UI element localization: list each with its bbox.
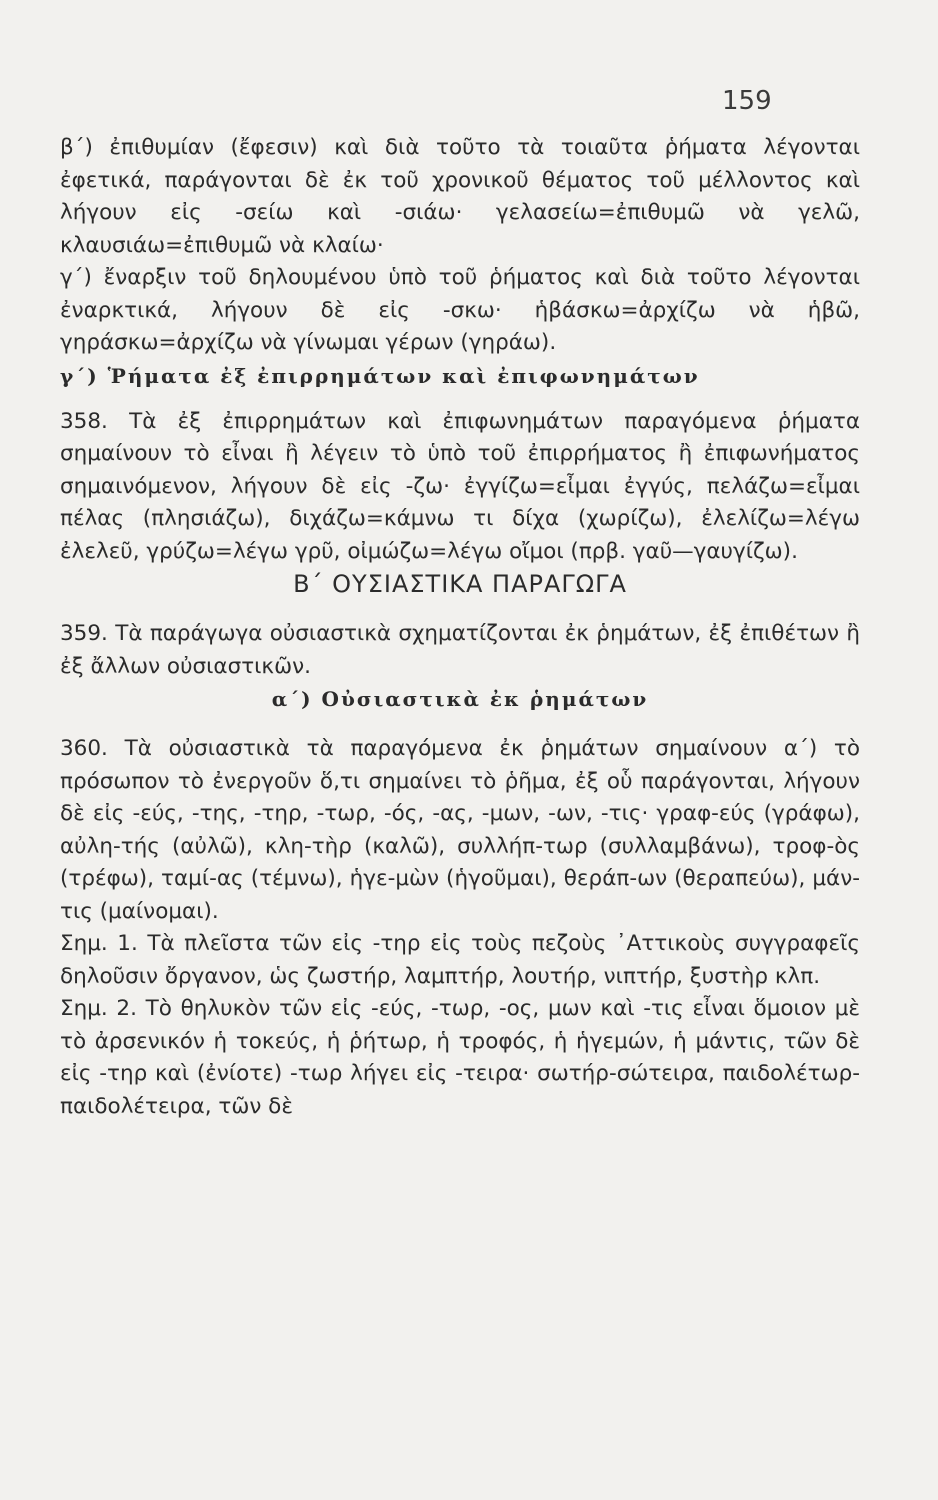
page-number: 159 xyxy=(722,86,772,116)
paragraph-358: 358. Τὰ ἐξ ἐπιρρημάτων καὶ ἐπιφωνημάτων παραγόμενα ῥήματα σημαίνουν τὸ εἶναι ἢ λέγειν τὸ ὑπὸ τοῦ ἐπιρρήματος ἢ ἐπιφωνήματος σημαινόμενον, λήγουν δὲ εἰς -ζω· ἐγγίζω=εἶμαι ἐγγύς, πελάζω=εἶμαι πέλας (πλησιάζω), διχάζω=κάμνω τι δίχα (χωρίζω), ἐλελίζω=λέγω ἐλελεῦ, γρύζω=λέγω γρῦ, οἰμώζω=λέγω οἴμοι (πρβ. γαῦ—γαυγίζω). xyxy=(60,408,860,564)
paragraph-beta: β΄) ἐπιθυμίαν (ἔφεσιν) καὶ διὰ τοῦτο τὰ τοιαῦτα ῥήματα λέγονται ἐφετικά, παράγονται δὲ ἐκ τοῦ χρονικοῦ θέματος τοῦ μέλλοντος καὶ λήγουν εἰς -σείω καὶ -σιάω· γελασείω=ἐπιθυμῶ νὰ γελῶ, κλαυσιάω=ἐπιθυμῶ νὰ κλαίω· xyxy=(60,135,860,258)
paragraph-359: 359. Τὰ παράγωγα οὐσιαστικὰ σχηματίζονται ἐκ ῥημάτων, ἐξ ἐπιθέτων ἢ ἐξ ἄλλων οὐσιαστικῶν. xyxy=(60,621,860,679)
note-1: Σημ. 1. Τὰ πλεῖστα τῶν εἰς -τηρ εἰς τοὺς πεζοὺς ᾿Αττικοὺς συγγραφεῖς δηλοῦσιν ὄργανον, ὡς ζωστήρ, λαμπτήρ, λουτήρ, νιπτήρ, ξυστὴρ κλπ. xyxy=(60,931,860,989)
note-2: Σημ. 2. Τὸ θηλυκὸν τῶν εἰς -εύς, -τωρ, -ος, μων καὶ -τις εἶναι ὅμοιον μὲ τὸ ἀρσενικόν ἡ τοκεύς, ἡ ῥήτωρ, ἡ τροφός, ἡ ἡγεμών, ἡ μάντις, τῶν δὲ εἰς -τηρ καὶ (ἐνίοτε) -τωρ λήγει εἰς -τειρα· σωτήρ-σώτειρα, παιδολέτωρ-παιδολέτειρα, τῶν δὲ xyxy=(60,996,860,1119)
section-title: Β΄ ΟΥΣΙΑΣΤΙΚΑ ΠΑΡΑΓΩΓΑ xyxy=(293,570,627,598)
subheading-verbs-from-adverbs: γ΄) Ῥήματα ἐξ ἐπιρρημάτων καὶ ἐπιφωνημάτων xyxy=(60,363,700,388)
paragraph-360: 360. Τὰ οὐσιαστικὰ τὰ παραγόμενα ἐκ ῥημάτων σημαίνουν α΄) τὸ πρόσωπον τὸ ἐνεργοῦν ὅ,τι σημαίνει τὸ ῥῆμα, ἐξ οὗ παράγονται, λήγουν δὲ εἰς -εύς, -της, -τηρ, -τωρ, -ός, -ας, -μων, -ων, -τις· γραφ-εύς (γράφω), αὐλη-τής (αὐλῶ), κλη-τὴρ (καλῶ), συλλήπ-τωρ (συλλαμβάνω), τροφ-ὸς (τρέφω), ταμί-ας (τέμνω), ἡγε-μὼν (ἡγοῦμαι), θεράπ-ων (θεραπεύω), μάν-τις (μαίνομαι). xyxy=(60,736,860,924)
page-body xyxy=(60,132,860,1123)
subheading-nouns-from-verbs: α΄) Οὐσιαστικὰ ἐκ ῥημάτων xyxy=(271,687,649,711)
paragraph-gamma: γ΄) ἔναρξιν τοῦ δηλουμένου ὑπὸ τοῦ ῥήματος καὶ διὰ τοῦτο λέγονται ἐναρκτικά, λήγουν δὲ εἰς -σκω· ἡβάσκω=ἀρχίζω νὰ ἡβῶ, γηράσκω=ἀρχίζω νὰ γίνωμαι γέρων (γηράω). xyxy=(60,265,860,355)
